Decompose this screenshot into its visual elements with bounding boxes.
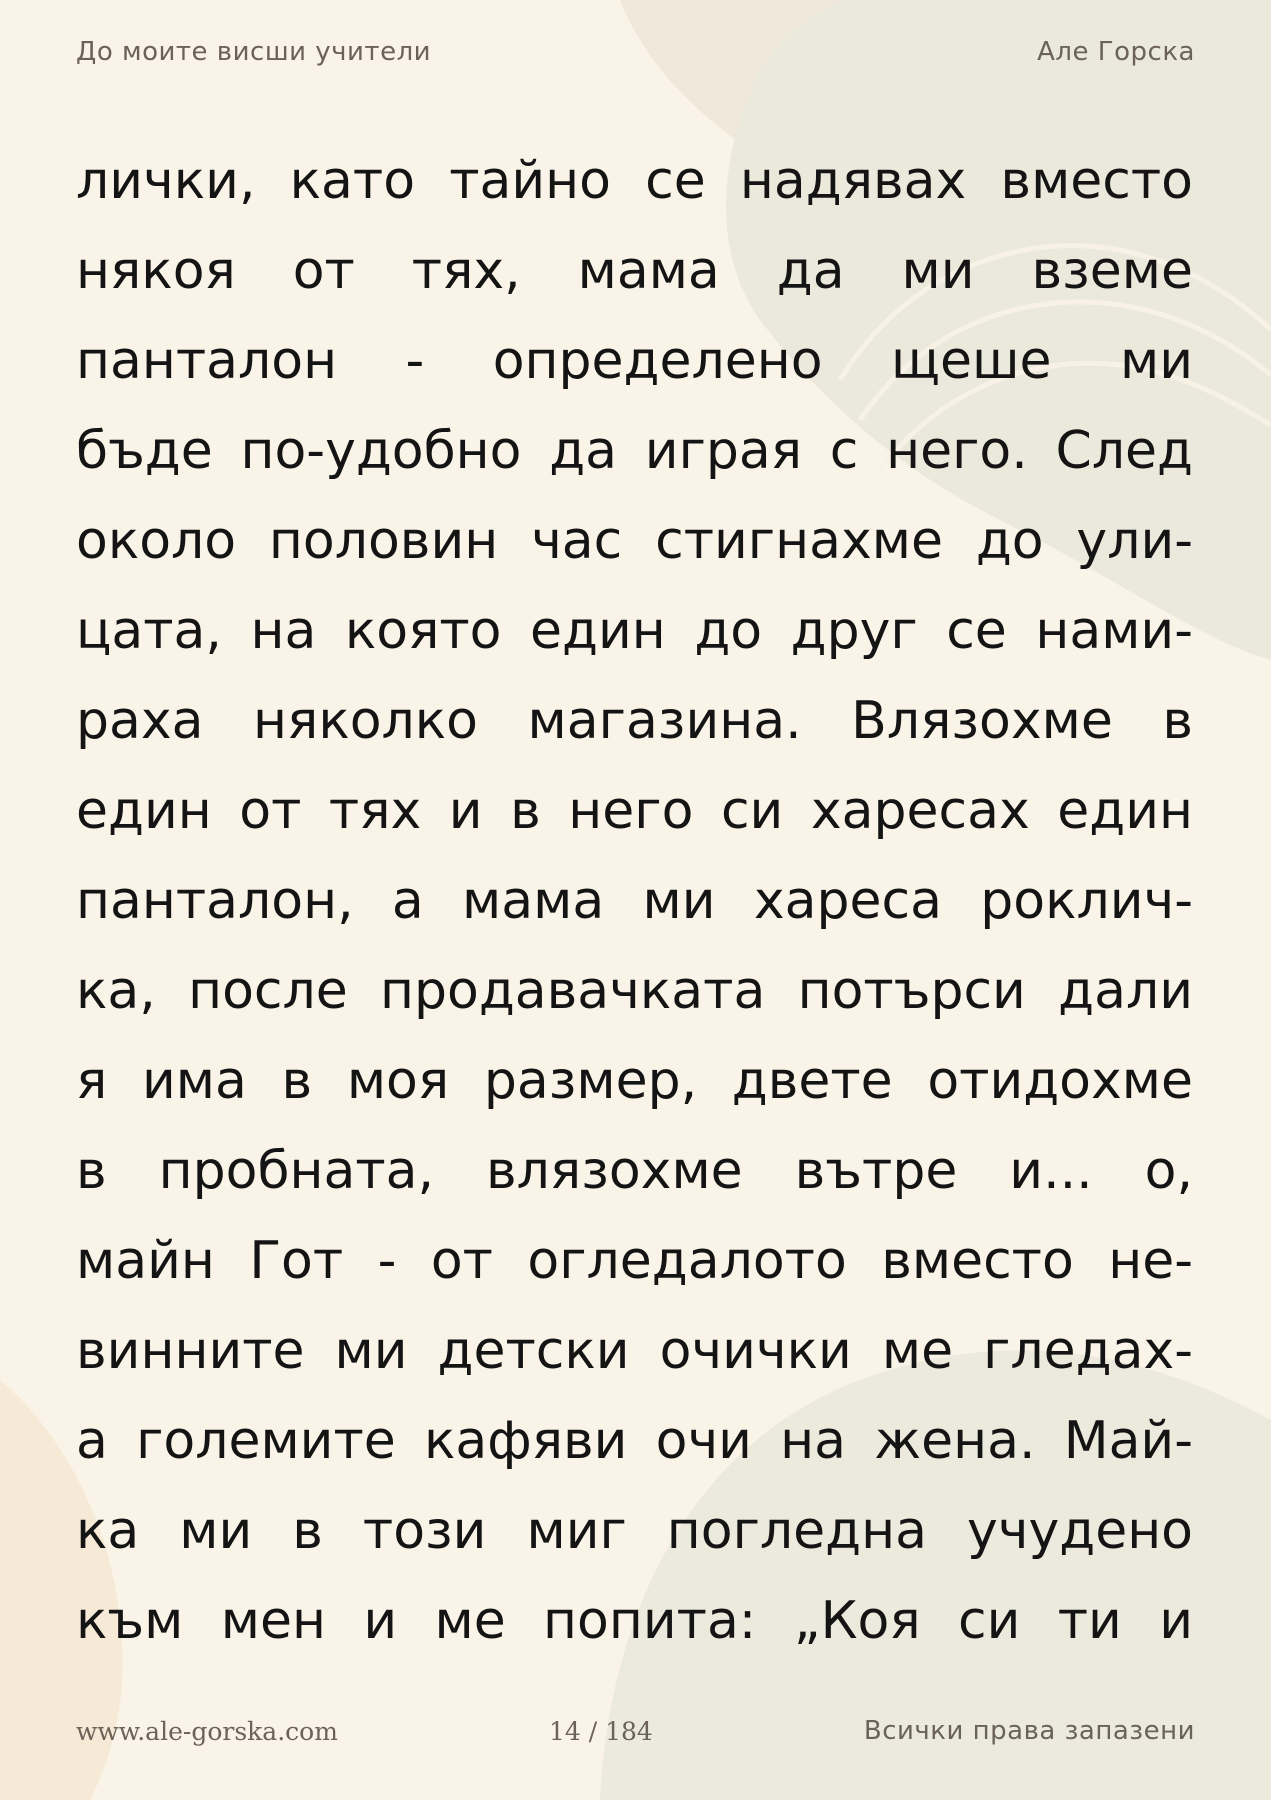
text-line: в пробната, влязохме вътре и... о, (76, 1141, 1193, 1201)
text-line: винните ми детски очички ме гледах- (76, 1321, 1193, 1381)
text-line: около половин час стигнахме до ули- (76, 511, 1193, 571)
text-line: раха няколко магазина. Влязохме в (76, 691, 1193, 751)
text-line: лички, като тайно се надявах вместо (76, 151, 1193, 211)
text-line: цата, на която един до друг се нами- (76, 601, 1193, 661)
text-line: ка ми в този миг погледна учудено (76, 1501, 1193, 1561)
text-line: бъде по-удобно да играя с него. След (76, 421, 1193, 481)
text-line: един от тях и в него си харесах един (76, 781, 1193, 841)
text-line: към мен и ме попита: „Коя си ти и (76, 1591, 1193, 1651)
text-line: някоя от тях, мама да ми вземе (76, 241, 1193, 301)
text-line: панталон, а мама ми хареса роклич- (76, 871, 1193, 931)
body-text (76, 136, 1193, 1666)
author-name: Але Горска (1037, 37, 1195, 67)
text-line: а големите кафяви очи на жена. Май- (76, 1411, 1193, 1471)
page-indicator: 14 / 184 (548, 1716, 653, 1746)
text-line: панталон - определено щеше ми (76, 331, 1193, 391)
website-link[interactable]: www.ale-gorska.com (76, 1716, 338, 1746)
book-title: До моите висши учители (76, 37, 432, 67)
text-line: я има в моя размер, двете отидохме (76, 1051, 1193, 1111)
text-line: ка, после продавачката потърси дали (76, 961, 1193, 1021)
text-line: майн Гот - от огледалото вместо не- (76, 1231, 1193, 1291)
page-footer (76, 1713, 1195, 1749)
copyright-notice: Всички права запазени (863, 1716, 1195, 1746)
page-header (76, 34, 1195, 70)
